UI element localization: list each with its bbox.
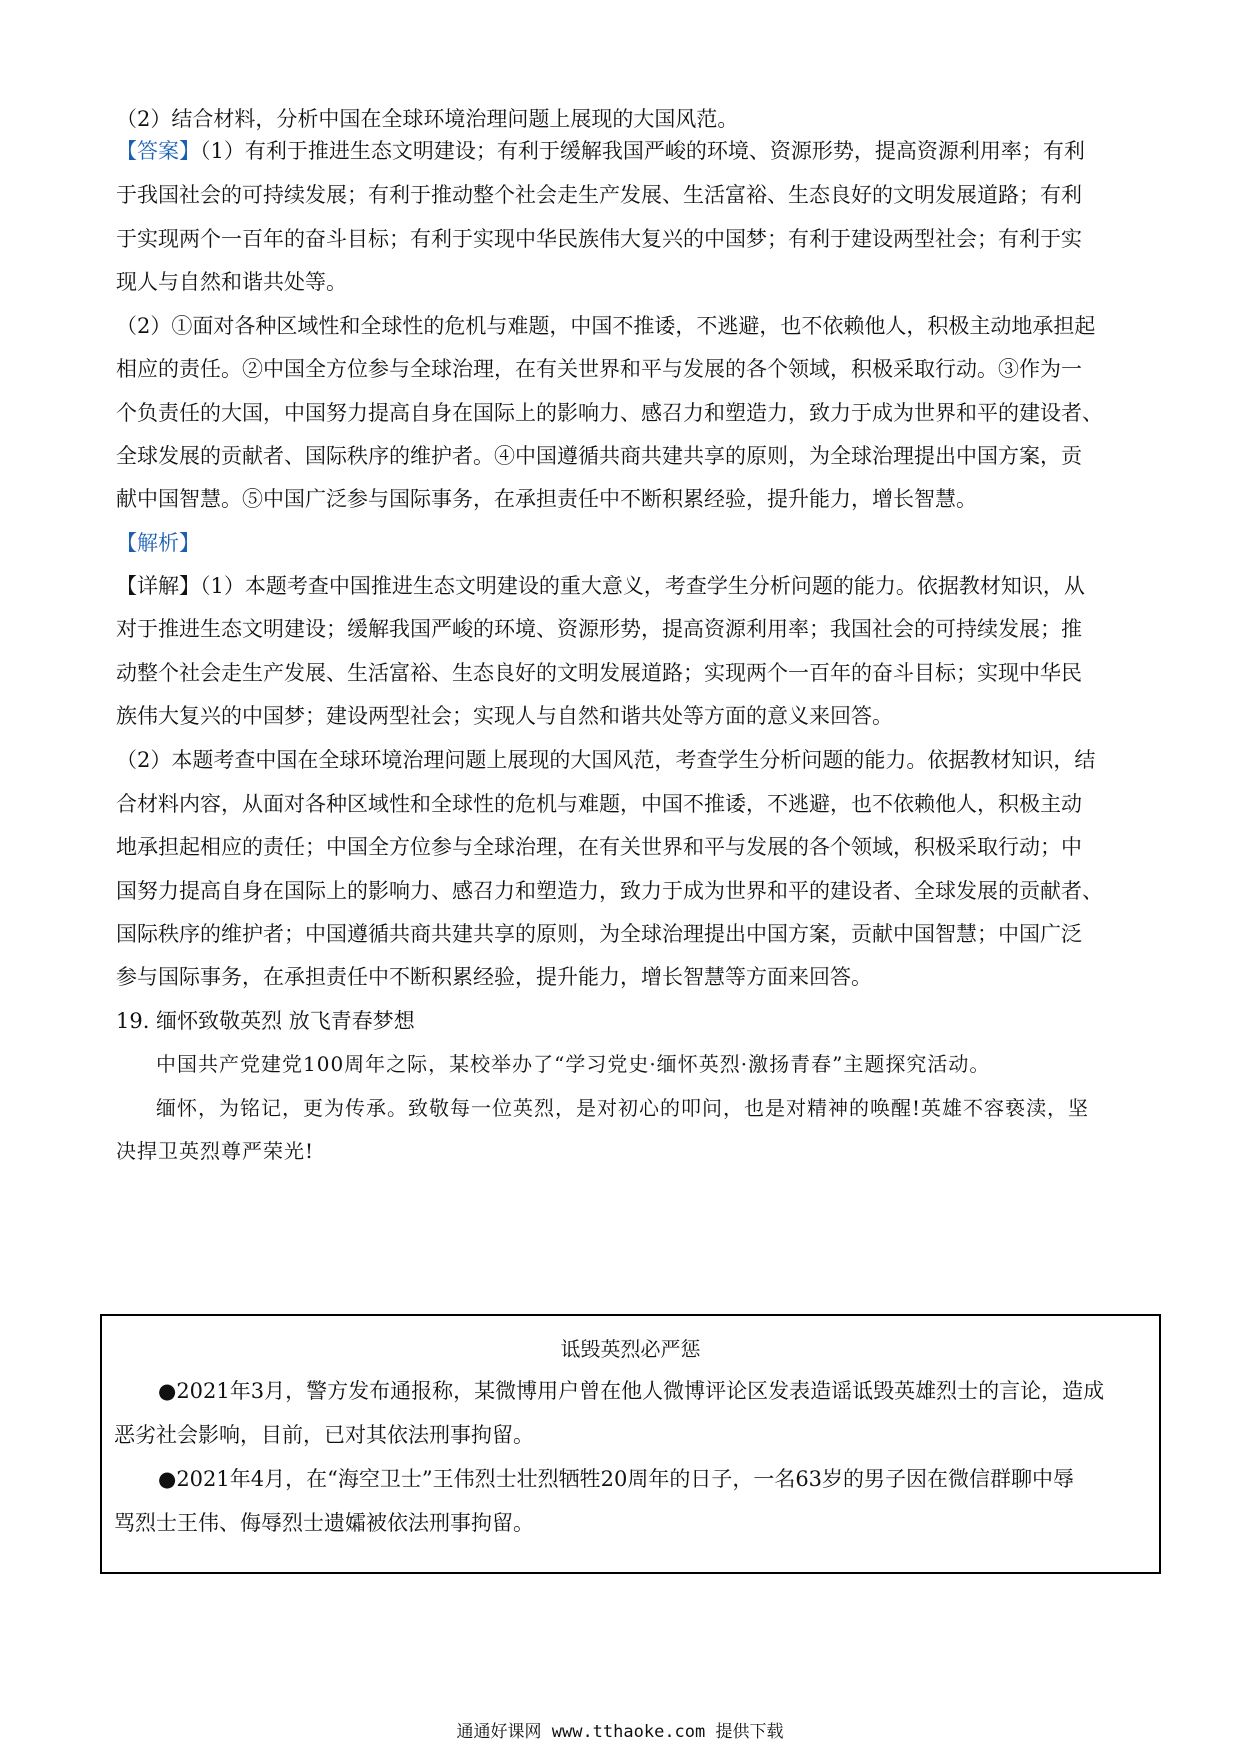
detail-line: 族伟大复兴的中国梦；建设两型社会；实现人与自然和谐共处等方面的意义来回答。	[116, 704, 893, 728]
material-box-line: ●2021年3月，警方发布通报称，某微博用户曾在他人微博评论区发表造谣诋毁英雄烈士的言论，造成	[158, 1379, 1105, 1403]
detail-line: （2）本题考查中国在全球环境治理问题上展现的大国风范，考查学生分析问题的能力。依据教材知识，结	[116, 748, 1096, 772]
page-footer: 通通好课网 www.tthaoke.com 提供下载	[456, 1722, 784, 1742]
question-2-prompt: （2）结合材料，分析中国在全球环境治理问题上展现的大国风范。	[116, 107, 739, 131]
material-box-line: ●2021年4月，在“海空卫士”王伟烈士壮烈牺牲20周年的日子，一名63岁的男子因在微信群聊中辱	[158, 1467, 1075, 1491]
material-box-line: 恶劣社会影响，目前，已对其依法刑事拘留。	[114, 1423, 534, 1447]
question-19-intro: 决捍卫英烈尊严荣光!	[116, 1139, 315, 1163]
detail-line: 【详解】（1）本题考查中国推进生态文明建设的重大意义，考查学生分析问题的能力。依据教材知识，从	[116, 574, 1085, 598]
answer-line: 于我国社会的可持续发展；有利于推动整个社会走生产发展、生活富裕、生态良好的文明发展道路；有利	[116, 183, 1082, 207]
answer-tag: 【答案】	[116, 139, 200, 163]
material-box-line: 骂烈士王伟、侮辱烈士遗孀被依法刑事拘留。	[114, 1511, 534, 1535]
analysis-tag: 【解析】	[116, 531, 200, 555]
answer-line: （2）①面对各种区域性和全球性的危机与难题，中国不推诿，不逃避，也不依赖他人，积极主动地承担起	[116, 314, 1096, 338]
answer-line: 相应的责任。②中国全方位参与全球治理，在有关世界和平与发展的各个领域，积极采取行动。③作为一	[116, 357, 1082, 381]
detail-line: 地承担起相应的责任；中国全方位参与全球治理，在有关世界和平与发展的各个领域，积极采取行动；中	[116, 835, 1082, 859]
answer-line: 献中国智慧。⑤中国广泛参与国际事务，在承担责任中不断积累经验，提升能力，增长智慧。	[116, 487, 977, 511]
detail-tag: 【详解】	[116, 574, 200, 598]
answer-line: 个负责任的大国，中国努力提高自身在国际上的影响力、感召力和塑造力，致力于成为世界和平的建设者、	[116, 401, 1103, 425]
detail-line: 合材料内容，从面对各种区域性和全球性的危机与难题，中国不推诿，不逃避，也不依赖他人，积极主动	[116, 792, 1082, 816]
answer-line: 现人与自然和谐共处等。	[116, 270, 347, 294]
detail-line: 对于推进生态文明建设；缓解我国严峻的环境、资源形势，提高资源利用率；我国社会的可持续发展；推	[116, 617, 1082, 641]
question-19-intro: 中国共产党建党100周年之际，某校举办了“学习党史·缅怀英烈·激扬青春”主题探究活动。	[156, 1052, 991, 1076]
material-box	[100, 1314, 1161, 1574]
question-19-intro: 缅怀，为铭记，更为传承。致敬每一位英烈，是对初心的叩问，也是对精神的唤醒!英雄不容亵渎，坚	[156, 1096, 1090, 1120]
detail-line: 国努力提高自身在国际上的影响力、感召力和塑造力，致力于成为世界和平的建设者、全球发展的贡献者、	[116, 879, 1103, 903]
answer-line: 全球发展的贡献者、国际秩序的维护者。④中国遵循共商共建共享的原则，为全球治理提出中国方案，贡	[116, 444, 1082, 468]
material-box-title: 诋毁英烈必严惩	[560, 1337, 701, 1361]
answer-line: 【答案】（1）有利于推进生态文明建设；有利于缓解我国严峻的环境、资源形势，提高资源利用率；有利	[116, 139, 1085, 163]
detail-line: 国际秩序的维护者；中国遵循共商共建共享的原则，为全球治理提出中国方案，贡献中国智慧；中国广泛	[116, 922, 1082, 946]
detail-line: 参与国际事务，在承担责任中不断积累经验，提升能力，增长智慧等方面来回答。	[116, 965, 872, 989]
answer-line: 于实现两个一百年的奋斗目标；有利于实现中华民族伟大复兴的中国梦；有利于建设两型社会；有利于实	[116, 227, 1082, 251]
detail-line: 动整个社会走生产发展、生活富裕、生态良好的文明发展道路；实现两个一百年的奋斗目标；实现中华民	[116, 661, 1082, 685]
question-19-heading: 19. 缅怀致敬英烈 放飞青春梦想	[116, 1009, 415, 1033]
